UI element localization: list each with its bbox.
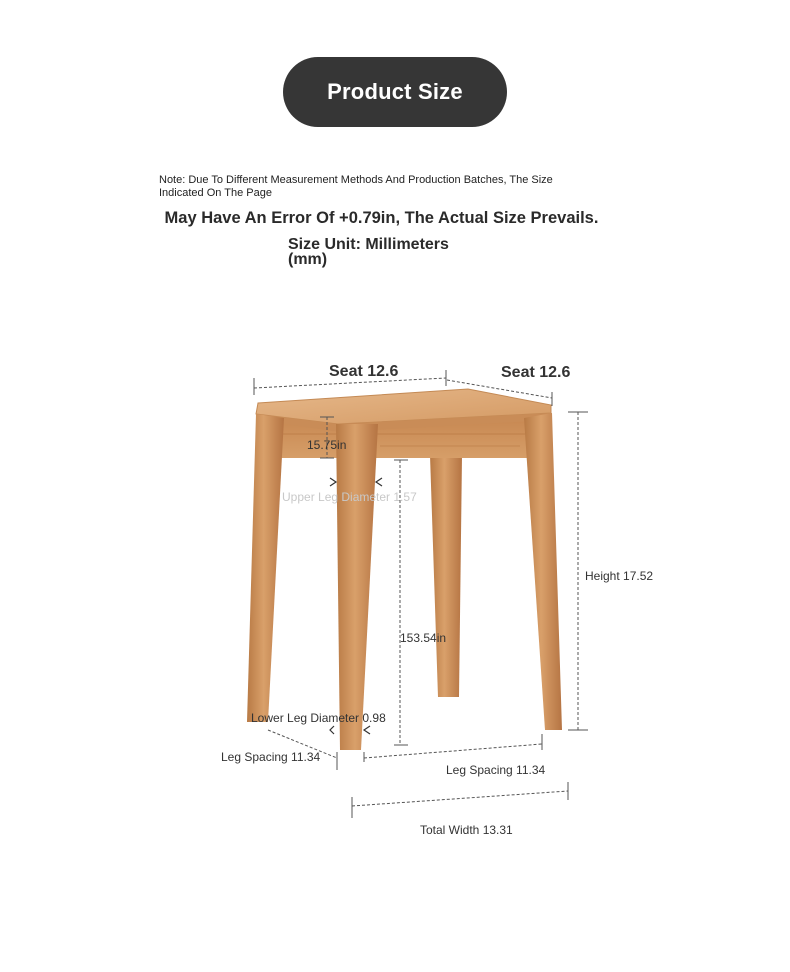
height-label: Height 17.52 (585, 569, 654, 583)
upper-leg-diameter-label: Upper Leg Diameter 1.57 (282, 490, 417, 504)
leg-height-label: 153.54in (400, 631, 447, 645)
size-unit-line1: Size Unit: Millimeters (288, 236, 449, 253)
leg-spacing-right-label: Leg Spacing 11.34 (446, 763, 546, 777)
error-note: May Have An Error Of +0.79in, The Actual Size Prevails. (164, 209, 599, 227)
seat-right-label: Seat 12.6 (501, 364, 571, 381)
leg-spacing-right-line (364, 744, 542, 758)
apron-height-label: 15.75in (307, 438, 347, 452)
total-width-label: Total Width 13.31 (420, 823, 513, 837)
leg-spacing-left-label: Leg Spacing 11.34 (221, 750, 321, 764)
size-unit-line2: (mm) (288, 251, 328, 268)
seat-left-label: Seat 12.6 (329, 363, 399, 380)
lower-leg-diameter-label: Lower Leg Diameter 0.98 (251, 711, 386, 725)
right-leg (524, 413, 562, 730)
product-size-title: Product Size (283, 57, 507, 127)
total-width-line (352, 791, 568, 806)
front-left-leg (247, 414, 284, 722)
front-near-leg (336, 424, 378, 750)
measurement-note: Note: Due To Different Measurement Methods And Production Batches, The Size Indicated On The Page (159, 174, 553, 199)
back-right-leg (430, 455, 462, 697)
